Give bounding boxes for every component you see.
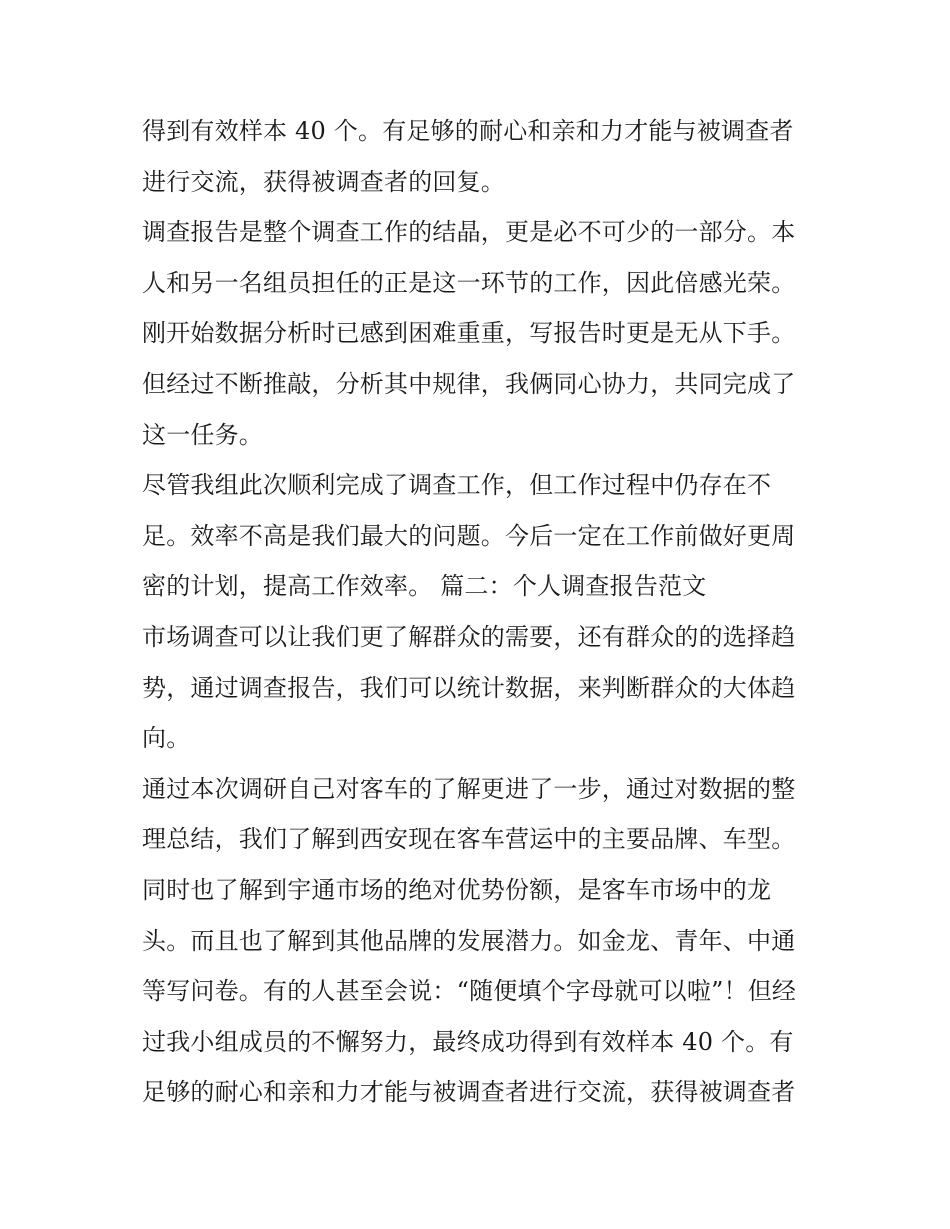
text-line: 足。效率不高是我们最大的问题。今后一定在工作前做好更周 [142,521,796,550]
body-text [142,106,822,1118]
text-line: 尽管我组此次顺利完成了调查工作，但工作过程中仍存在不 [142,471,772,500]
text-line: 但经过不断推敲，分析其中规律，我俩同心协力，共同完成了 [142,369,796,398]
text-line: 足够的耐心和亲和力才能与被调查者进行交流，获得被调查者 [142,1078,796,1107]
text-line: 市场调查可以让我们更了解群众的需要，还有群众的的选择趋 [142,622,796,651]
text-line: 得到有效样本 40 个。有足够的耐心和亲和力才能与被调查者 [142,117,794,145]
text-line: 刚开始数据分析时已感到困难重重，写报告时更是无从下手。 [142,319,796,348]
text-line: 通过本次调研自己对客车的了解更进了一步，通过对数据的整 [142,774,796,803]
text-line: 同时也了解到宇通市场的绝对优势份额，是客车市场中的龙 [142,875,772,904]
text-line: 这一任务。 [142,420,263,449]
text-line: 等写问卷。有的人甚至会说：“随便填个字母就可以啦”！但经 [142,977,797,1006]
text-line: 势，通过调查报告，我们可以统计数据，来判断群众的大体趋 [142,673,796,702]
text-line: 密的计划，提高工作效率。 篇二：个人调查报告范文 [142,572,707,601]
text-line: 头。而且也了解到其他品牌的发展潜力。如金龙、青年、中通 [142,926,796,955]
text-line: 进行交流，获得被调查者的回复。 [142,167,505,196]
text-line: 过我小组成员的不懈努力，最终成功得到有效样本 40 个。有 [142,1027,794,1056]
text-line: 理总结，我们了解到西安现在客车营运中的主要品牌、车型。 [142,825,796,854]
text-line: 人和另一名组员担任的正是这一环节的工作，因此倍感光荣。 [142,268,796,297]
text-line: 调查报告是整个调查工作的结晶，更是必不可少的一部分。本 [142,218,796,247]
text-line: 向。 [142,724,191,753]
